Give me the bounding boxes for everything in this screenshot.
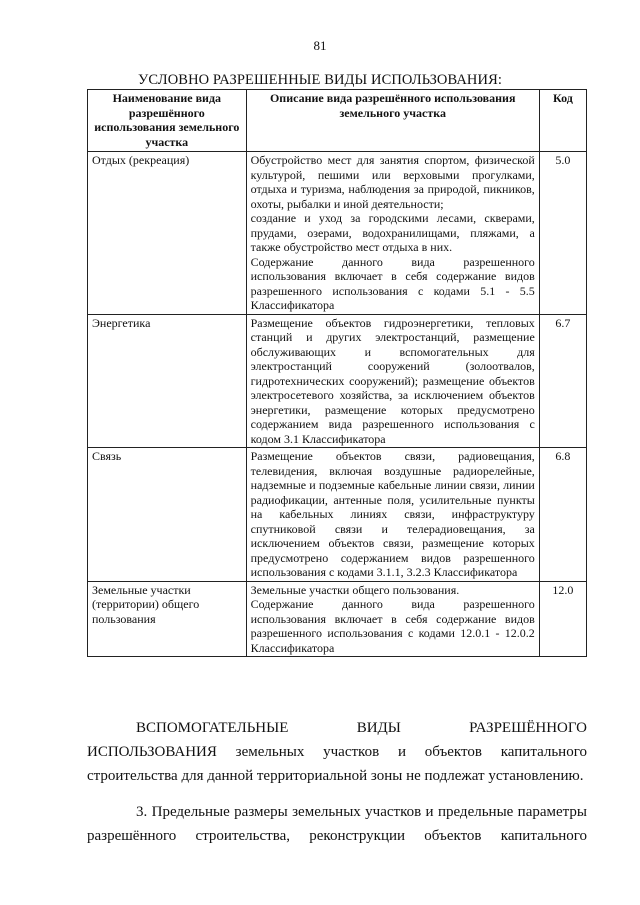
description-paragraph: Содержание данного вида разрешенного использования включает в себя содержание видов разрешенного использования с кодами 12.0.1 - 12.0.2 Классификатора [250,597,535,655]
auxiliary-text-line: ИСПОЛЬЗОВАНИЯ земельных участков и объектов капитального [87,744,587,760]
row-name: Земельные участки (территории) общего пользования [88,581,247,657]
description-paragraph: Размещение объектов гидроэнергетики, тепловых станций и других электростанций, размещение обслуживающих и вспомогательных для электростанций сооружений (золоотвалов, гидротехнических сооружений); размещение объектов электросетевого хозяйства, за исключением объектов энергетики, размещение которых предусмотрено содержанием вида разрешенного использования с кодом 3.1 Классификатора [250,315,535,446]
auxiliary-word: ВИДЫ [356,720,401,736]
paragraph-line: разрешённого строительства, реконструкции объектов капитального [87,828,587,844]
page-number: 81 [313,38,327,53]
auxiliary-uses-paragraph [87,716,587,788]
table-header-row [88,90,587,152]
paragraph-line: 3. Предельные размеры земельных участков и предельные параметры [136,804,587,820]
row-description [246,581,539,657]
permitted-uses-table [87,89,587,657]
row-code: 6.7 [539,314,586,448]
paragraph-3 [87,800,587,848]
section-title: УСЛОВНО РАЗРЕШЕННЫЕ ВИДЫ ИСПОЛЬЗОВАНИЯ: [138,72,502,88]
description-paragraph: Содержание данного вида разрешенного использования включает в себя содержание видов разрешенного использования с кодами 5.1 - 5.5 Классификатора [250,254,535,312]
table-row [88,314,587,448]
row-code: 5.0 [539,152,586,315]
auxiliary-text-line: строительства для данной территориальной зоны не подлежат установлению. [87,768,584,784]
auxiliary-word: РАЗРЕШЁННОГО [469,720,587,736]
row-description [246,448,539,582]
row-code: 12.0 [539,581,586,657]
table-row [88,581,587,657]
header-description: Описание вида разрешённого использования земельного участка [246,90,539,152]
description-paragraph: Земельные участки общего пользования. [250,582,460,597]
auxiliary-word: ВСПОМОГАТЕЛЬНЫЕ [136,720,289,736]
row-description [246,314,539,448]
row-code: 6.8 [539,448,586,582]
auxiliary-heading-line [87,716,587,740]
table-row [88,152,587,315]
header-code: Код [539,90,586,152]
row-description [246,152,539,315]
description-paragraph: создание и уход за городскими лесами, скверами, прудами, озерами, водохранилищами, пляжами, а также обустройство мест отдыха в них. [250,211,535,254]
header-name: Наименование вида разрешённого использования земельного участка [88,90,247,152]
description-paragraph: Обустройство мест для занятия спортом, физической культурой, пешими или верховыми прогулками, отдыха и туризма, наблюдения за природой, пикников, охоты, рыбалки и иной деятельности; [250,153,535,211]
row-name: Энергетика [88,314,247,448]
row-name: Отдых (рекреация) [88,152,247,315]
description-paragraph: Размещение объектов связи, радиовещания, телевидения, включая воздушные радиорелейные, надземные и подземные кабельные линии связи, линии радиофикации, антенные поля, усилительные пункты на кабельных линиях связи, инфраструктуру спутниковой связи и телерадиовещания, за исключением объектов связи, размещение которых предусмотрено содержанием видов разрешенного использования с кодами 3.1.1, 3.2.3 Классификатора [250,449,535,579]
row-name: Связь [88,448,247,582]
table-row [88,448,587,582]
